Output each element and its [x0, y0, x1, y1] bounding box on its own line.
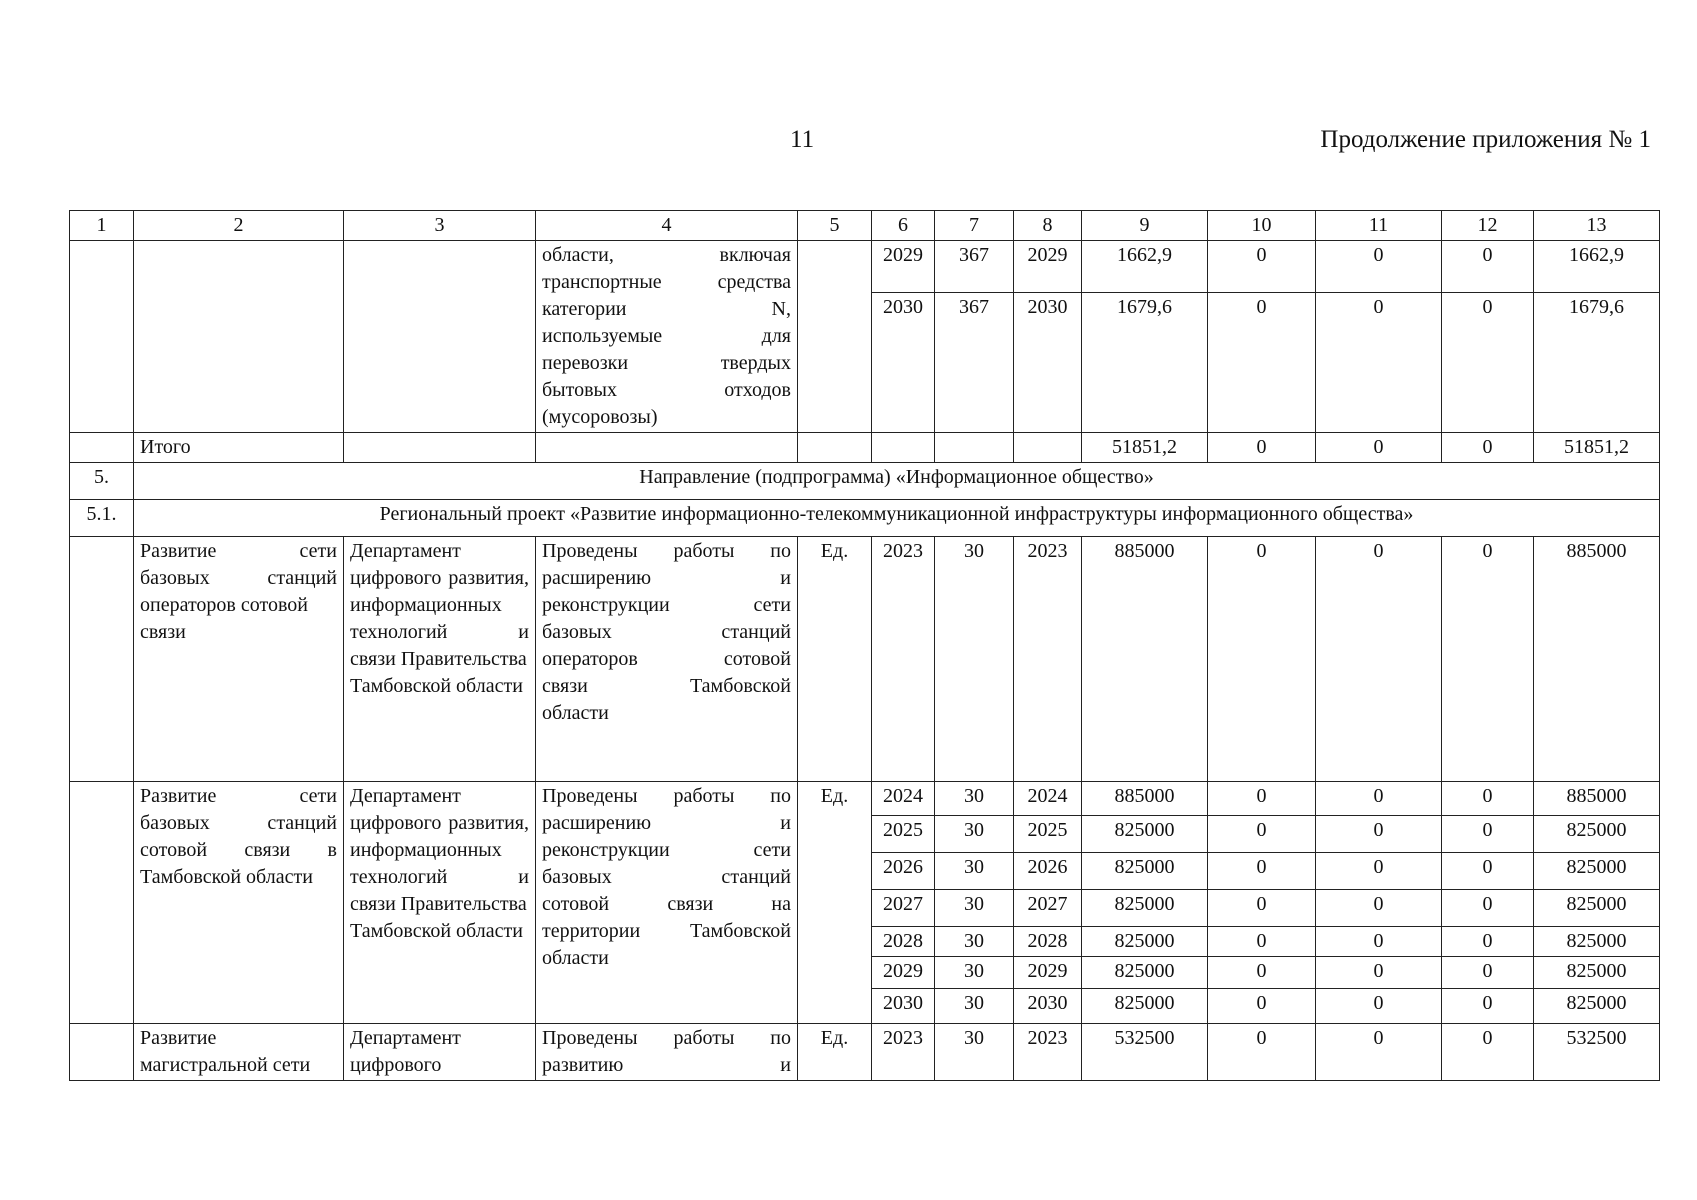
amount-cell: 0 [1442, 927, 1534, 957]
department-cell: Департамент цифрового развития, информационных технологий и связи Правительства Тамбовской области [344, 537, 536, 782]
name-cell: Развитие магистральной сети [134, 1024, 344, 1081]
column-header: 13 [1534, 211, 1660, 241]
total-amount-cell: 1679,6 [1534, 292, 1660, 432]
table-row [70, 1024, 1660, 1081]
year-cell: 2028 [872, 927, 935, 957]
amount-cell: 0 [1316, 957, 1442, 989]
unit-cell: Ед. [798, 537, 872, 782]
year-cell: 2023 [872, 537, 935, 782]
value-cell: 30 [935, 927, 1014, 957]
department-cell: Департамент цифрового [344, 1024, 536, 1081]
year-cell: 2023 [1014, 537, 1082, 782]
subsection-row [70, 500, 1660, 537]
amount-cell: 0 [1316, 989, 1442, 1024]
column-header: 4 [536, 211, 798, 241]
amount-cell: 0 [1208, 957, 1316, 989]
total-amount-cell: 1662,9 [1534, 241, 1660, 293]
amount-cell: 0 [1208, 537, 1316, 782]
amount-cell: 0 [1208, 1024, 1316, 1081]
amount-cell: 0 [1442, 292, 1534, 432]
column-header: 12 [1442, 211, 1534, 241]
amount-cell: 0 [1442, 890, 1534, 927]
total-amount-cell: 825000 [1534, 816, 1660, 853]
amount-cell: 825000 [1082, 957, 1208, 989]
number-cell [70, 782, 134, 1024]
year-cell [872, 433, 935, 463]
year-cell: 2030 [872, 292, 935, 432]
value-cell: 30 [935, 1024, 1014, 1081]
value-cell [935, 433, 1014, 463]
amount-cell: 0 [1442, 853, 1534, 890]
name-cell [134, 241, 344, 433]
amount-cell: 0 [1442, 433, 1534, 463]
amount-cell: 0 [1316, 433, 1442, 463]
amount-cell: 0 [1442, 241, 1534, 293]
unit-cell [798, 433, 872, 463]
amount-cell: 0 [1208, 853, 1316, 890]
year-cell: 2029 [1014, 241, 1082, 293]
amount-cell: 825000 [1082, 927, 1208, 957]
year-cell: 2025 [1014, 816, 1082, 853]
table-row [70, 537, 1660, 782]
year-cell: 2025 [872, 816, 935, 853]
amount-cell: 0 [1316, 241, 1442, 293]
amount-cell: 825000 [1082, 853, 1208, 890]
value-cell: 30 [935, 816, 1014, 853]
section-number: 5. [70, 463, 134, 500]
column-header: 11 [1316, 211, 1442, 241]
column-header: 7 [935, 211, 1014, 241]
total-amount-cell: 825000 [1534, 957, 1660, 989]
year-cell: 2024 [872, 782, 935, 816]
description-cell: Проведены работы по расширению и реконструкции сети базовых станций сотовой связи на территории Тамбовской области [536, 782, 798, 1024]
year-cell [1014, 433, 1082, 463]
year-cell: 2030 [872, 989, 935, 1024]
total-amount-cell: 825000 [1534, 989, 1660, 1024]
column-header: 3 [344, 211, 536, 241]
unit-cell: Ед. [798, 1024, 872, 1081]
amount-cell: 0 [1316, 782, 1442, 816]
column-header: 10 [1208, 211, 1316, 241]
continuation-label: Продолжение приложения № 1 [1320, 126, 1651, 153]
amount-cell: 0 [1208, 782, 1316, 816]
description-cell: Проведены работы по расширению и реконструкции сети базовых станций операторов сотовой связи Тамбовской области [536, 537, 798, 782]
value-cell: 30 [935, 853, 1014, 890]
section-row [70, 463, 1660, 500]
number-cell [70, 433, 134, 463]
amount-cell: 825000 [1082, 890, 1208, 927]
amount-cell: 0 [1442, 957, 1534, 989]
year-cell: 2028 [1014, 927, 1082, 957]
year-cell: 2024 [1014, 782, 1082, 816]
section-title: Направление (подпрограмма) «Информационное общество» [134, 463, 1660, 500]
amount-cell: 0 [1316, 890, 1442, 927]
department-cell [344, 241, 536, 433]
total-row [70, 433, 1660, 463]
amount-cell: 0 [1208, 927, 1316, 957]
amount-cell: 825000 [1082, 816, 1208, 853]
table-row [70, 782, 1660, 816]
number-cell [70, 537, 134, 782]
total-amount-cell: 885000 [1534, 537, 1660, 782]
year-cell: 2029 [872, 957, 935, 989]
table-row [70, 241, 1660, 293]
total-amount-cell: 825000 [1534, 927, 1660, 957]
year-cell: 2023 [872, 1024, 935, 1081]
total-amount-cell: 825000 [1534, 890, 1660, 927]
unit-cell: Ед. [798, 782, 872, 1024]
amount-cell: 1662,9 [1082, 241, 1208, 293]
description-cell: Проведены работы по развитию и [536, 1024, 798, 1081]
value-cell: 30 [935, 989, 1014, 1024]
appendix-table [69, 210, 1660, 1081]
value-cell: 30 [935, 537, 1014, 782]
amount-cell: 1679,6 [1082, 292, 1208, 432]
amount-cell: 0 [1208, 292, 1316, 432]
column-header: 6 [872, 211, 935, 241]
number-cell [70, 241, 134, 433]
amount-cell: 885000 [1082, 537, 1208, 782]
column-header: 8 [1014, 211, 1082, 241]
total-label: Итого [134, 433, 344, 463]
column-header: 1 [70, 211, 134, 241]
value-cell: 367 [935, 241, 1014, 293]
number-cell [70, 1024, 134, 1081]
description-cell: области, включая транспортные средства категории N, используемые для перевозки твердых бытовых отходов (мусоровозы) [536, 241, 798, 433]
amount-cell: 532500 [1082, 1024, 1208, 1081]
column-header: 5 [798, 211, 872, 241]
amount-cell: 0 [1316, 292, 1442, 432]
amount-cell: 0 [1208, 816, 1316, 853]
year-cell: 2026 [872, 853, 935, 890]
description-cell [536, 433, 798, 463]
value-cell: 30 [935, 890, 1014, 927]
total-amount-cell: 51851,2 [1534, 433, 1660, 463]
year-cell: 2029 [1014, 957, 1082, 989]
amount-cell: 0 [1442, 537, 1534, 782]
amount-cell: 0 [1316, 927, 1442, 957]
amount-cell: 825000 [1082, 989, 1208, 1024]
amount-cell: 0 [1208, 433, 1316, 463]
column-number-row [70, 211, 1660, 241]
value-cell: 30 [935, 957, 1014, 989]
section-title: Региональный проект «Развитие информационно-телекоммуникационной инфраструктуры информационного общества» [134, 500, 1660, 537]
amount-cell: 0 [1442, 816, 1534, 853]
total-amount-cell: 825000 [1534, 853, 1660, 890]
amount-cell: 885000 [1082, 782, 1208, 816]
column-header: 2 [134, 211, 344, 241]
amount-cell: 0 [1442, 1024, 1534, 1081]
amount-cell: 0 [1208, 989, 1316, 1024]
name-cell: Развитие сети базовых станций сотовой связи в Тамбовской области [134, 782, 344, 1024]
amount-cell: 0 [1208, 890, 1316, 927]
value-cell: 367 [935, 292, 1014, 432]
amount-cell: 0 [1316, 853, 1442, 890]
year-cell: 2029 [872, 241, 935, 293]
department-cell [344, 433, 536, 463]
total-amount-cell: 532500 [1534, 1024, 1660, 1081]
department-cell: Департамент цифрового развития, информационных технологий и связи Правительства Тамбовской области [344, 782, 536, 1024]
column-header: 9 [1082, 211, 1208, 241]
year-cell: 2030 [1014, 292, 1082, 432]
amount-cell: 0 [1316, 537, 1442, 782]
section-number: 5.1. [70, 500, 134, 537]
year-cell: 2027 [872, 890, 935, 927]
name-cell: Развитие сети базовых станций операторов сотовой связи [134, 537, 344, 782]
year-cell: 2023 [1014, 1024, 1082, 1081]
page-number: 11 [790, 126, 815, 153]
amount-cell: 0 [1208, 241, 1316, 293]
value-cell: 30 [935, 782, 1014, 816]
amount-cell: 0 [1442, 989, 1534, 1024]
amount-cell: 51851,2 [1082, 433, 1208, 463]
unit-cell [798, 241, 872, 433]
year-cell: 2030 [1014, 989, 1082, 1024]
amount-cell: 0 [1316, 1024, 1442, 1081]
amount-cell: 0 [1442, 782, 1534, 816]
amount-cell: 0 [1316, 816, 1442, 853]
year-cell: 2026 [1014, 853, 1082, 890]
total-amount-cell: 885000 [1534, 782, 1660, 816]
year-cell: 2027 [1014, 890, 1082, 927]
